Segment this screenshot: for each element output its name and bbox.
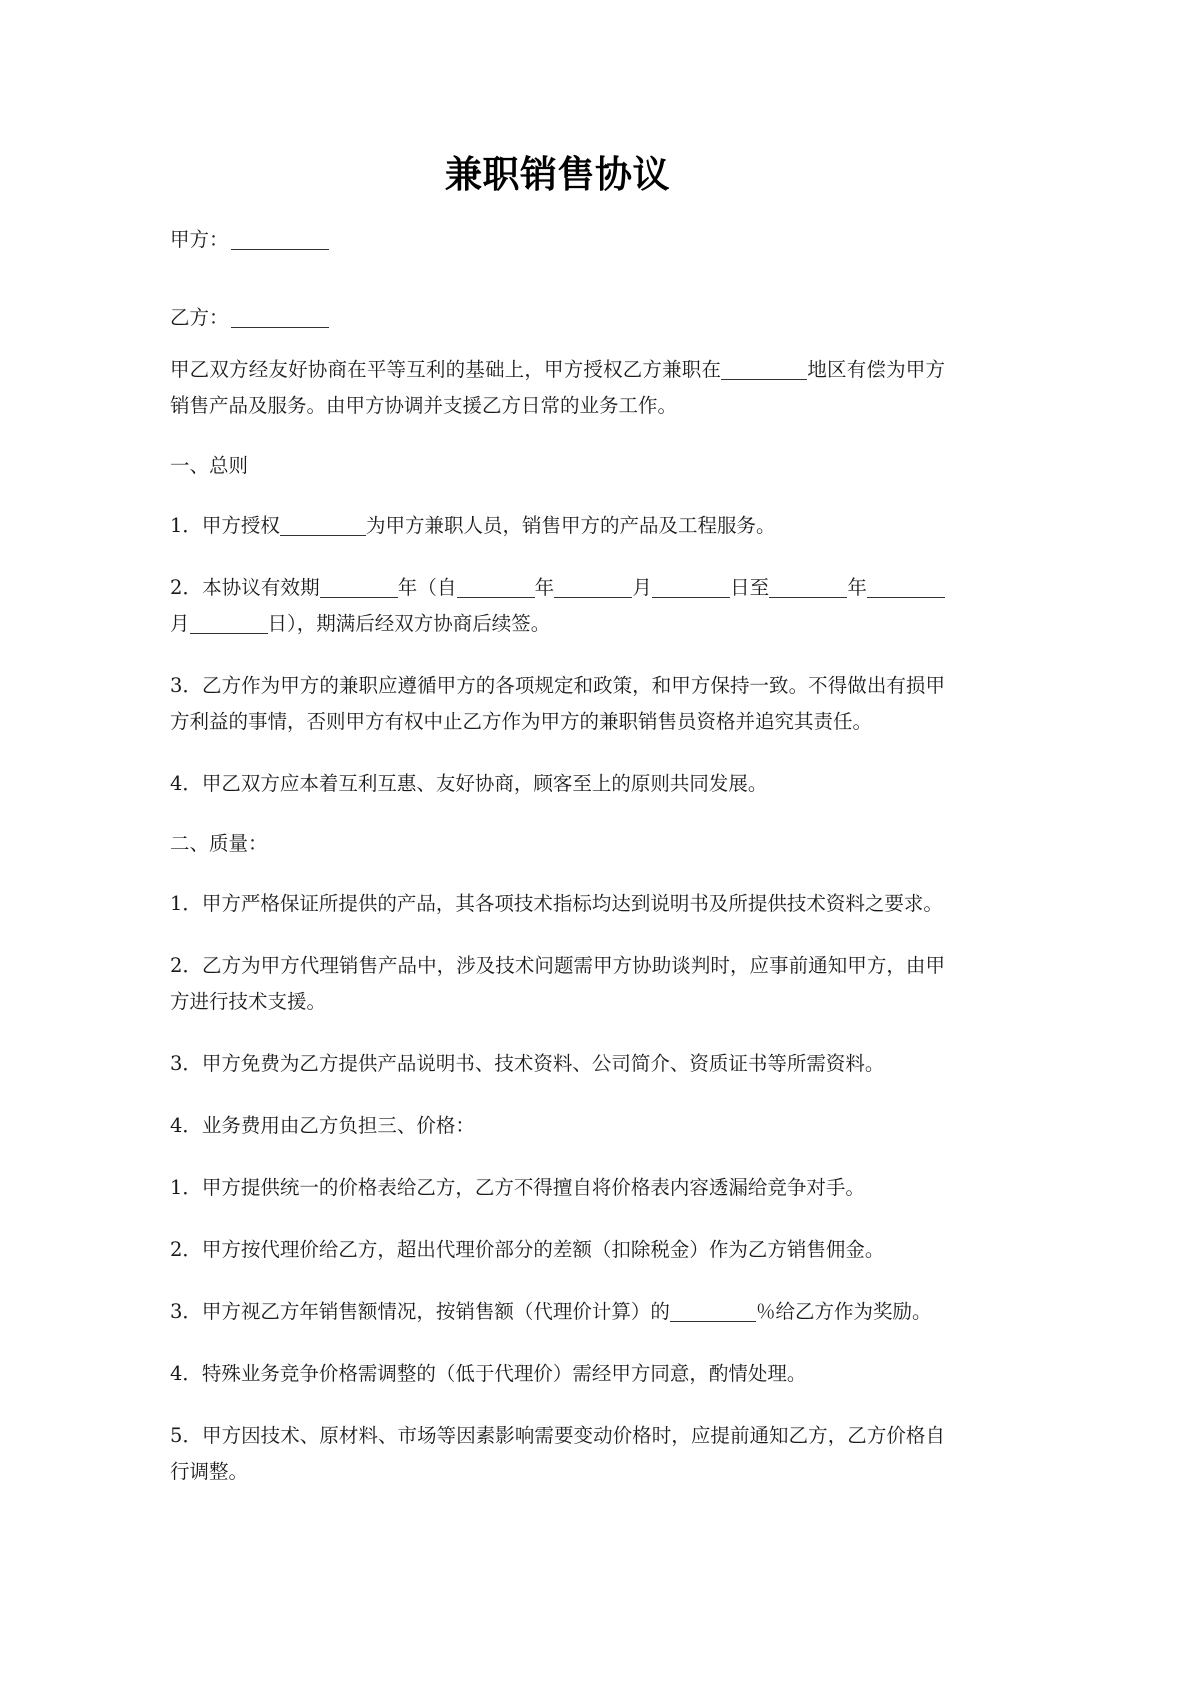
preamble-paragraph bbox=[170, 352, 945, 424]
clause-3-5 bbox=[170, 1418, 945, 1490]
preamble-after: 地区有偿为甲方销售产品及服务。由甲方协调并支援乙方日常的业务工作。 bbox=[170, 358, 945, 418]
clause-3-2 bbox=[170, 1232, 945, 1268]
clause-blank-end-year[interactable] bbox=[769, 577, 847, 598]
party-a-label: 甲方： bbox=[170, 228, 229, 252]
clause-number: 1． bbox=[170, 1176, 202, 1200]
clause-text: 甲乙双方应本着互利互惠、友好协商，顾客至上的原则共同发展。 bbox=[201, 772, 768, 796]
clause-number: 2． bbox=[170, 1238, 202, 1262]
clause-2-3 bbox=[170, 1046, 945, 1082]
clause-text: 甲方严格保证所提供的产品，其各项技术指标均达到说明书及所提供技术资料之要求。 bbox=[201, 892, 943, 916]
clause-number: 4． bbox=[170, 1362, 202, 1386]
clause-text: 特殊业务竞争价格需调整的（低于代理价）需经甲方同意，酌情处理。 bbox=[201, 1362, 807, 1386]
clause-text: 甲方授权 bbox=[201, 514, 280, 538]
clause-blank-reward-percent[interactable] bbox=[670, 1301, 756, 1322]
clause-number: 4． bbox=[170, 772, 202, 796]
clause-number: 4． bbox=[170, 1114, 202, 1138]
clause-2-1 bbox=[170, 886, 945, 922]
clause-text: 年（自 bbox=[397, 576, 457, 600]
clause-blank-start-month[interactable] bbox=[554, 577, 632, 598]
clause-blank[interactable] bbox=[280, 515, 366, 536]
clause-1-1 bbox=[170, 508, 945, 544]
clause-text: 年 bbox=[534, 576, 555, 600]
party-a-blank[interactable] bbox=[231, 229, 329, 250]
clause-text: ％给乙方作为奖励。 bbox=[755, 1300, 932, 1324]
clause-number: 3． bbox=[170, 1300, 202, 1324]
clause-blank-end-day[interactable] bbox=[190, 613, 268, 634]
party-b-line bbox=[170, 302, 945, 334]
clause-text: 月 bbox=[632, 576, 652, 600]
party-b-label: 乙方： bbox=[170, 306, 229, 330]
preamble-before: 甲乙双方经友好协商在平等互利的基础上，甲方授权乙方兼职在 bbox=[170, 358, 722, 382]
clause-text: 本协议有效期 bbox=[202, 576, 320, 600]
clause-number: 2． bbox=[170, 954, 203, 978]
clause-3-1 bbox=[170, 1170, 945, 1206]
section-heading-general: 一、总则 bbox=[170, 454, 249, 478]
clause-blank-end-month[interactable] bbox=[867, 577, 945, 598]
clause-text: 日），期满后经双方协商后续签。 bbox=[267, 612, 551, 636]
clause-number: 1． bbox=[170, 892, 202, 916]
clause-text: 乙方为甲方代理销售产品中，涉及技术问题需甲方协助谈判时，应事前通知甲方，由甲方进行技术支援。 bbox=[170, 954, 945, 1014]
clause-number: 2． bbox=[170, 576, 203, 600]
clause-text: 甲方视乙方年销售额情况，按销售额（代理价计算）的 bbox=[201, 1300, 670, 1324]
clause-1-4 bbox=[170, 766, 945, 802]
clause-text: 甲方免费为乙方提供产品说明书、技术资料、公司简介、资质证书等所需资料。 bbox=[201, 1052, 885, 1076]
clause-number: 3． bbox=[170, 1052, 202, 1076]
clause-blank-start-year[interactable] bbox=[457, 577, 535, 598]
clause-text: 业务费用由乙方负担三、价格： bbox=[201, 1114, 475, 1138]
clause-number: 1． bbox=[170, 514, 202, 538]
clause-3-3 bbox=[170, 1294, 945, 1330]
party-b-blank[interactable] bbox=[231, 307, 329, 328]
clause-text: 为甲方兼职人员，销售甲方的产品及工程服务。 bbox=[365, 514, 776, 538]
clause-text: 甲方按代理价给乙方，超出代理价部分的差额（扣除税金）作为乙方销售佣金。 bbox=[201, 1238, 885, 1262]
preamble-region-blank[interactable] bbox=[721, 359, 807, 380]
document-content bbox=[170, 0, 945, 1490]
clause-text: 年 bbox=[847, 576, 867, 600]
party-a-line bbox=[170, 224, 945, 256]
clause-1-2 bbox=[170, 570, 945, 642]
clause-blank-years[interactable] bbox=[320, 577, 398, 598]
clause-number: 3． bbox=[170, 674, 203, 698]
clause-text: 甲方提供统一的价格表给乙方，乙方不得擅自将价格表内容透漏给竞争对手。 bbox=[201, 1176, 865, 1200]
clause-3-4 bbox=[170, 1356, 945, 1392]
clause-text: 甲方因技术、原材料、市场等因素影响需要变动价格时，应提前通知乙方，乙方价格自行调整。 bbox=[170, 1424, 945, 1484]
page-title: 兼职销售协议 bbox=[445, 153, 670, 196]
clause-text: 乙方作为甲方的兼职应遵循甲方的各项规定和政策，和甲方保持一致。不得做出有损甲方利益的事情，否则甲方有权中止乙方作为甲方的兼职销售员资格并追究其责任。 bbox=[170, 674, 945, 734]
section-heading-quality: 二、质量： bbox=[170, 832, 268, 856]
clause-2-2 bbox=[170, 948, 945, 1020]
clause-blank-start-day[interactable] bbox=[652, 577, 730, 598]
clause-1-3 bbox=[170, 668, 945, 740]
clause-text: 月 bbox=[170, 612, 190, 636]
clause-number: 5． bbox=[170, 1424, 203, 1448]
clause-text: 日至 bbox=[729, 576, 770, 600]
clause-2-4 bbox=[170, 1108, 945, 1144]
